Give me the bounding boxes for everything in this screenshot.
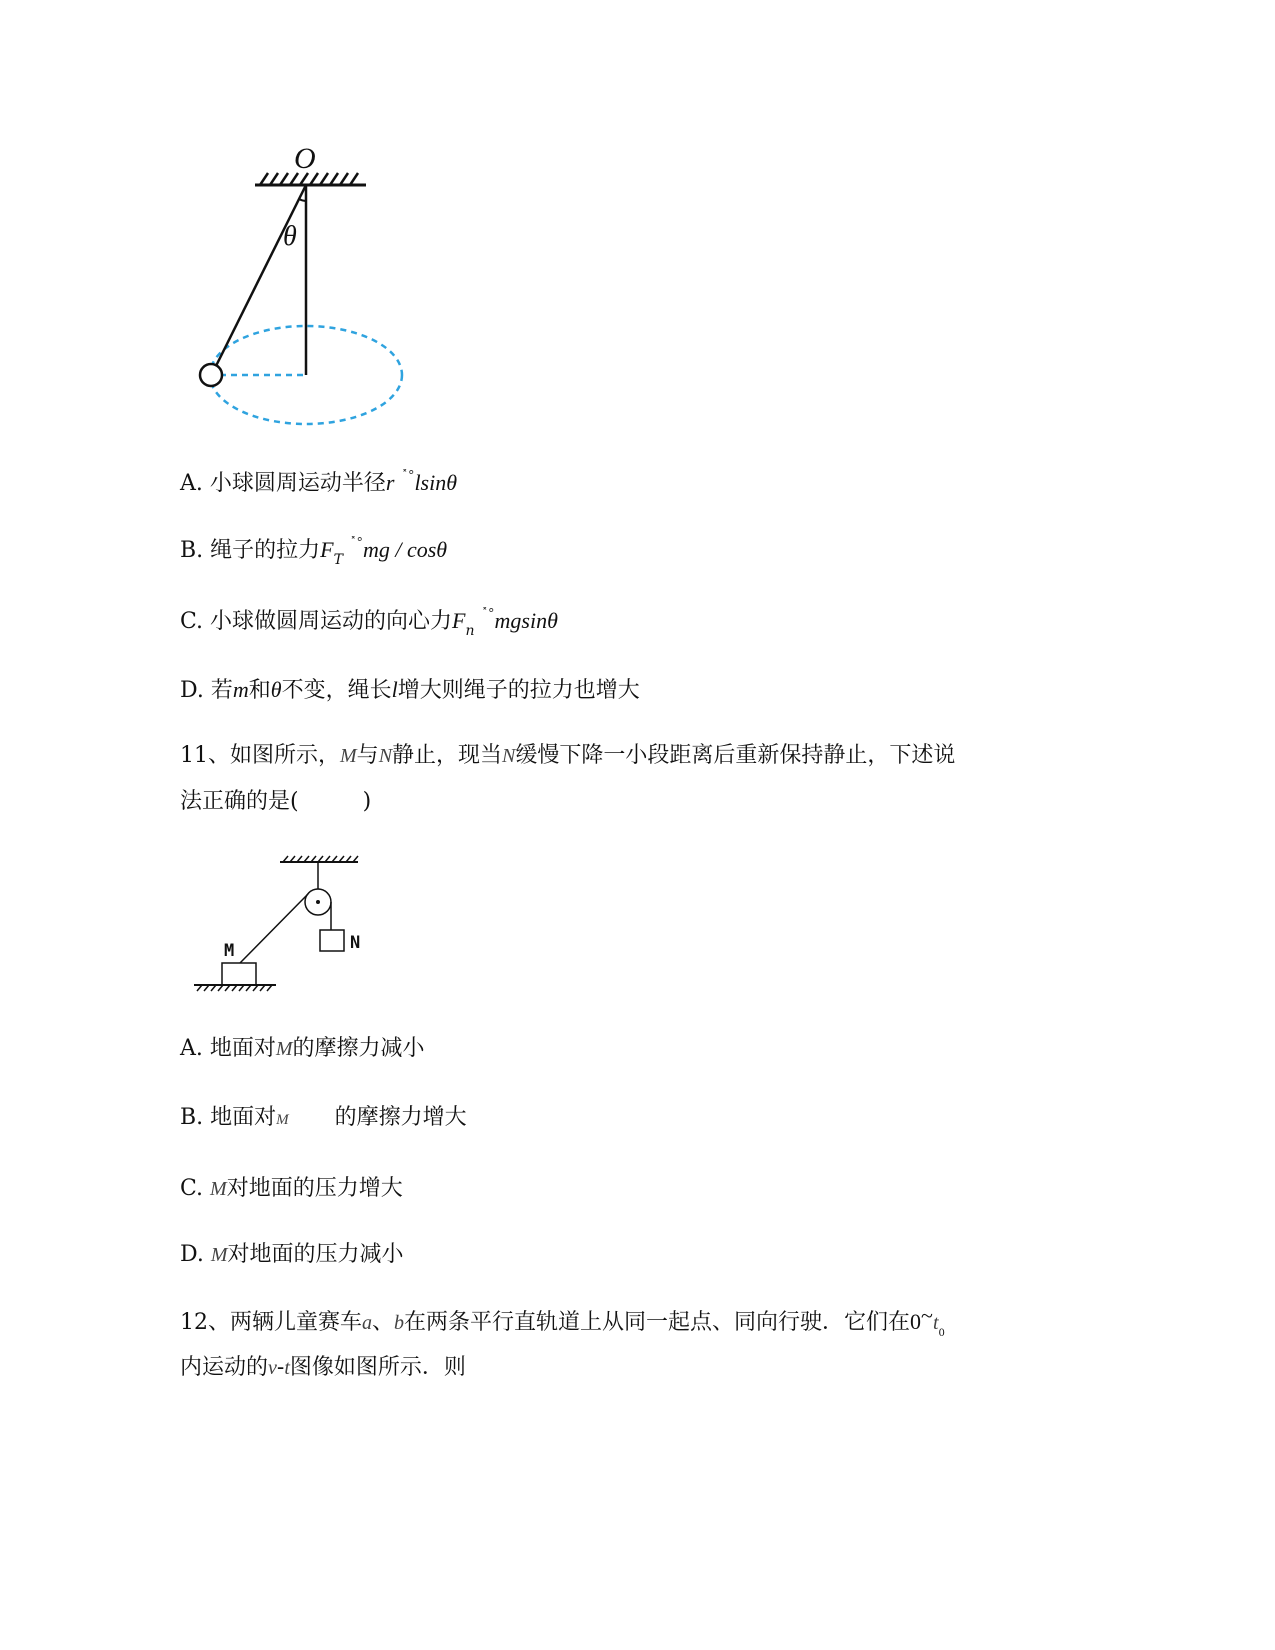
q10-option-d: D. 若m和θ不变，绳长l增大则绳子的拉力也增大 [180,677,640,703]
string [215,185,306,368]
conical-pendulum-figure [190,140,420,440]
q11-option-a: A. 地面对M的摩擦力减小 [180,1036,425,1061]
q11-option-d: D. M对地面的压力减小 [180,1242,404,1267]
label-N: N [350,933,361,953]
block-N [320,930,344,951]
q10-option-a: A. 小球圆周运动半径r ˟°lsinθ [180,469,458,496]
q10-option-c: C. 小球做圆周运动的向心力$F_n$ ˟°mgsinθ [180,607,558,639]
block-M [222,963,256,985]
angle-label: θ [283,221,297,252]
q12-stem-line1: 12、两辆儿童赛车a、b在两条平行直轨道上从同一起点、同向行驶．它们在$0\sim t_0$ [180,1303,945,1339]
q11-option-c: C. M对地面的压力增大 [180,1176,403,1201]
q11-option-b: B. 地面对M 的摩擦力增大 [180,1105,467,1130]
q10-option-b: B. 绳子的拉力$F_T$ ˟°mg / cosθ [180,536,448,568]
pivot-label: O [294,142,316,175]
pulley-figure [190,850,390,1000]
ball [200,364,222,386]
label-M: M [224,941,235,961]
q12-stem-line2: 内运动的v-t图像如图所示．则 [180,1355,466,1380]
q11-stem-line1: 11、如图所示，M与N静止，现当N缓慢下降一小段距离后重新保持静止，下述说 [180,743,956,768]
pulley-axle [316,900,320,904]
rope-to-M [240,894,308,963]
q11-stem-line2: 法正确的是( ) [180,789,372,814]
